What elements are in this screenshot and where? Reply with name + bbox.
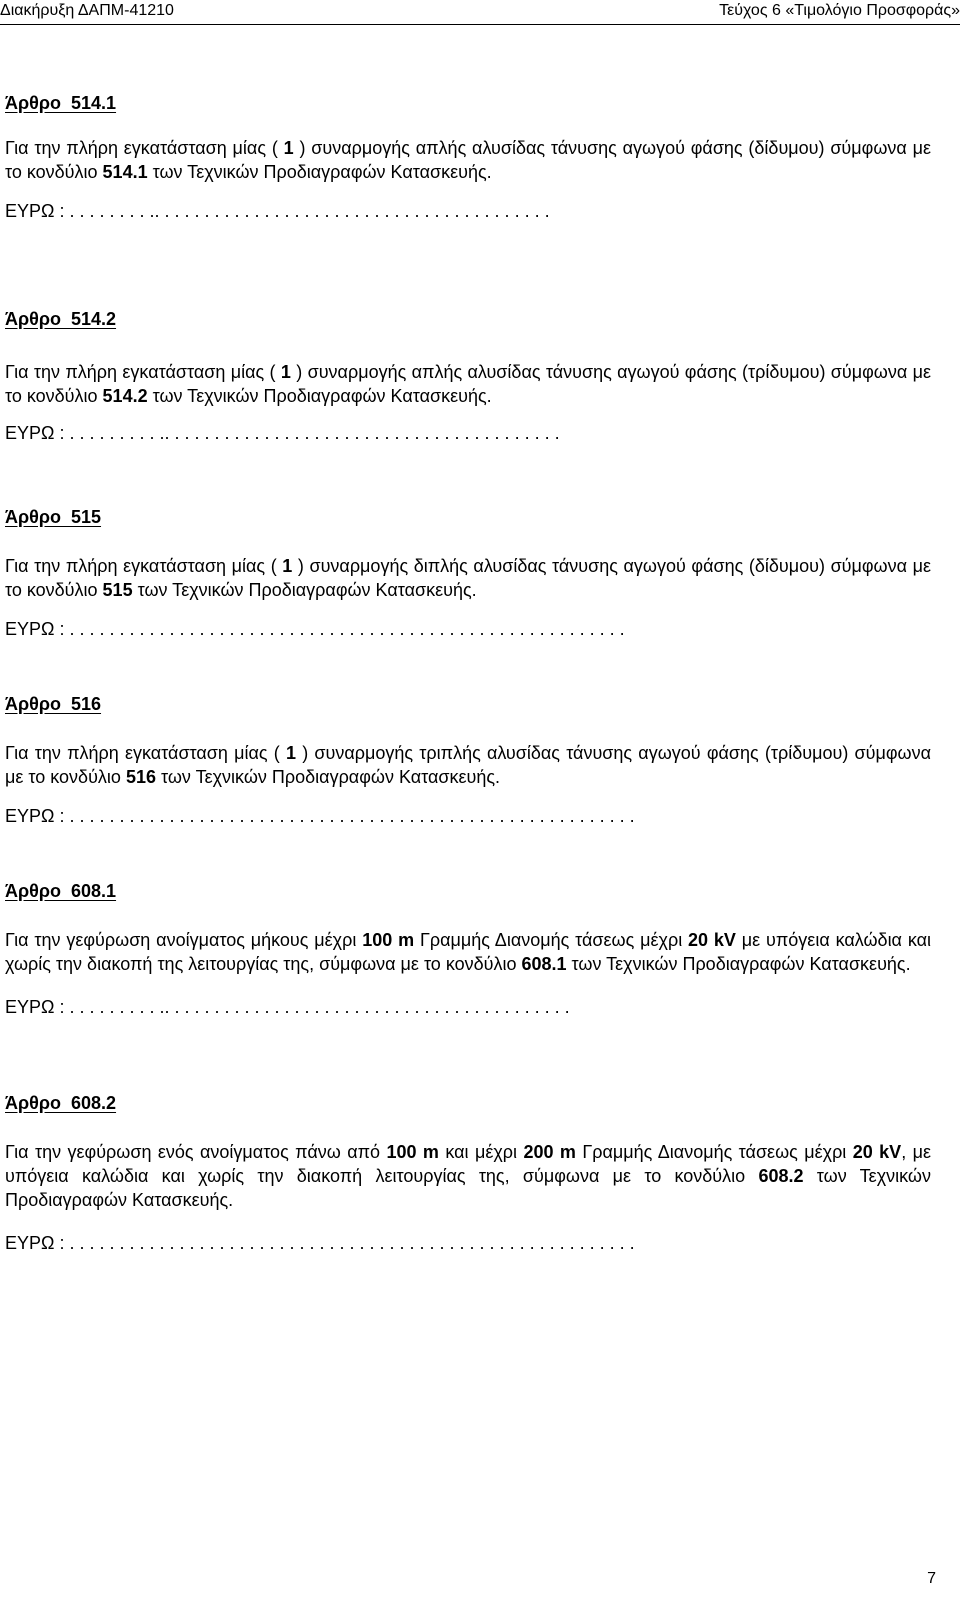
article-514-2 (5, 308, 931, 444)
article-title: Άρθρο 516 (5, 694, 102, 714)
header-divider (0, 24, 960, 25)
page-header (0, 0, 960, 26)
price-line: ΕΥΡΩ : . . . . . . . . . . . . . . . . . . . . . . . . . . . . . . . . . . . . . . . . . . . . . . . . . . . . . . . . . (5, 806, 635, 826)
article-514-1 (5, 92, 931, 222)
article-515 (5, 506, 931, 640)
page-number: 7 (927, 1570, 936, 1587)
price-line: ΕΥΡΩ : . . . . . . . . . . . . . . . . . . . . . . . . . . . . . . . . . . . . . . . . . . . . . . . . . . . . . . . . (5, 619, 625, 639)
article-title: Άρθρο 515 (5, 507, 102, 527)
volume-title: Τεύχος 6 «Τιμολόγιο Προσφοράς» (719, 2, 960, 19)
price-line: ΕΥΡΩ : . . . . . . . . . .. . . . . . . . . . . . . . . . . . . . . . . . . . . . . . . . . . . . . . . . . (5, 997, 570, 1017)
article-title: Άρθρο 514.2 (5, 309, 117, 329)
article-608-1 (5, 880, 931, 1018)
article-title: Άρθρο 608.2 (5, 1093, 117, 1113)
article-body: Για την γεφύρωση ανοίγματος μήκους μέχρι 100 m Γραμμής Διανομής τάσεως μέχρι 20 kV με υπόγεια καλώδια και χωρίς την διακοπή της λειτουργίας της, σύμφωνα με το κονδύλιο 608.1 των Τεχνικών Προδιαγραφών Κατασκευής. (5, 930, 932, 974)
article-608-2 (5, 1092, 931, 1254)
price-line: ΕΥΡΩ : . . . . . . . . . .. . . . . . . . . . . . . . . . . . . . . . . . . . . . . . . . . . . . . . . . (5, 423, 560, 443)
article-body: Για την πλήρη εγκατάσταση μίας ( 1 ) συναρμογής διπλής αλυσίδας τάνυσης αγωγού φάσης (δίδυμου) σύμφωνα με το κονδύλιο 515 των Τεχνικών Προδιαγραφών Κατασκευής. (5, 556, 932, 600)
price-line: ΕΥΡΩ : . . . . . . . . . . . . . . . . . . . . . . . . . . . . . . . . . . . . . . . . . . . . . . . . . . . . . . . . . (5, 1233, 635, 1253)
tender-reference: Διακήρυξη ΔΑΠΜ-41210 (0, 2, 174, 19)
article-body: Για την πλήρη εγκατάσταση μίας ( 1 ) συναρμογής απλής αλυσίδας τάνυσης αγωγού φάσης (δίδυμου) σύμφωνα με το κονδύλιο 514.1 των Τεχνικών Προδιαγραφών Κατασκευής. (5, 138, 931, 182)
article-516 (5, 693, 931, 827)
price-line: ΕΥΡΩ : . . . . . . . . .. . . . . . . . . . . . . . . . . . . . . . . . . . . . . . . . . . . . . . . . (5, 201, 550, 221)
article-title: Άρθρο 608.1 (5, 881, 117, 901)
article-body: Για την γεφύρωση ενός ανοίγματος πάνω από 100 m και μέχρι 200 m Γραμμής Διανομής τάσεως μέχρι 20 kV, με υπόγεια καλώδια και χωρίς την διακοπή λειτουργίας της, σύμφωνα με το κονδύλιο 608.2 των Τεχνικών Προδιαγραφών Κατασκευής. (5, 1142, 932, 1210)
article-body: Για την πλήρη εγκατάσταση μίας ( 1 ) συναρμογής απλής αλυσίδας τάνυσης αγωγού φάσης (τρίδυμου) σύμφωνα με το κονδύλιο 514.2 των Τεχνικών Προδιαγραφών Κατασκευής. (5, 362, 932, 406)
article-title: Άρθρο 514.1 (5, 93, 117, 113)
article-body: Για την πλήρη εγκατάσταση μίας ( 1 ) συναρμογής τριπλής αλυσίδας τάνυσης αγωγού φάσης (τρίδυμου) σύμφωνα με το κονδύλιο 516 των Τεχνικών Προδιαγραφών Κατασκευής. (5, 743, 931, 787)
